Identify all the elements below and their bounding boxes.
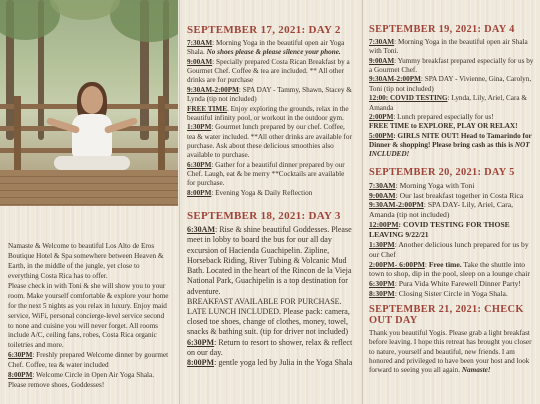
item-text: : COVID TESTING FOR THOSE LEAVING 9/22/21: [369, 220, 510, 239]
wooden-deck: [0, 170, 178, 206]
item-emphasis: Free time.: [428, 259, 462, 269]
item-text: : Our last breakfast together in Costa Rica: [395, 190, 524, 200]
item-time: 8:00PM: [187, 188, 212, 197]
item-time: 8:00PM: [8, 371, 33, 380]
schedule-item: [187, 225, 354, 297]
schedule-item: [369, 240, 536, 260]
day5-schedule: [369, 181, 536, 299]
item-text: : Specially prepared Costa Rican Breakfast by a Gourmet Chef. Coffee & tea are included. ** All other drinks are for purchase: [187, 57, 350, 85]
checkout-text: [369, 329, 536, 376]
day2-day3-column: [181, 0, 360, 404]
schedule-item: [369, 289, 536, 299]
schedule-item: [187, 58, 354, 86]
item-text: : Morning Yoga in the beautiful open air Yoga Shala.: [187, 39, 345, 57]
fold-line: [362, 0, 363, 404]
item-time: 8:00PM: [187, 358, 215, 368]
welcome-item: [8, 351, 170, 371]
item-time: 2:00PM- 6:00PM: [369, 259, 425, 269]
schedule-item: [187, 297, 354, 338]
item-text: : Gather for a beautiful dinner prepared by our Chef. Laugh, eat & be merry **Cocktails are available for purchase.: [187, 160, 345, 188]
item-time: 8:30PM: [369, 289, 395, 299]
item-time: 12:00PM: [369, 220, 399, 230]
checkout-heading: SEPTEMBER 21, 2021: CHECK OUT DAY: [369, 303, 524, 326]
schedule-item: [369, 75, 536, 94]
schedule-item: [369, 220, 536, 240]
item-time: 9:30AM-2:00PM: [187, 85, 239, 94]
item-time: 7:30AM: [369, 38, 395, 46]
item-time: 9:30AM-2:00PM: [369, 75, 421, 84]
item-text: : Pura Vida White Farewell Dinner Party!: [394, 279, 521, 289]
person-head: [81, 86, 103, 114]
day4-checkout-column: [365, 0, 540, 404]
item-text: : Rise & shine beautiful Goddesses. Please meet in lobby to board the bus for our all day excursion of Hacienda Guachipelin. Zipline, Horseback Riding, River Tubing & Volcanic Mud Bath. Located in the heart of the Rincon de la Vieja National Park, Guachipelin is a top destination for adventure.: [187, 225, 352, 296]
item-time: 7:30AM: [369, 180, 396, 190]
item-time: 9:00AM: [369, 190, 396, 200]
railing-post: [14, 96, 21, 172]
schedule-item: [187, 189, 354, 198]
item-time: 6:30PM: [187, 160, 212, 169]
schedule-item: [187, 358, 354, 368]
item-text: : Morning Yoga with Toni: [395, 180, 475, 190]
welcome-intro: Namaste & Welcome to beautiful Los Alto de Eros Boutique Hotel & Spa somewhere between Heaven & Earth, in the middle of the jungle, yet close to everything Costa Rica has to offer.: [8, 242, 164, 280]
item-time: 6:30AM: [187, 225, 215, 235]
item-emphasis: NOT INCLUDED!: [369, 140, 530, 159]
person-body: [72, 114, 112, 158]
item-text: : Yummy breakfast prepared especially for us by a Gourmet Chef.: [369, 56, 534, 75]
schedule-item: [187, 105, 354, 124]
day2-heading: SEPTEMBER 17, 2021: DAY 2: [187, 24, 341, 36]
schedule-item: [369, 38, 536, 57]
checkout-message: Thank you beautiful Yogis. Please grab a light breakfast before leaving. I hope this retreat has brought you closer to nature, yourself and beautiful, new friends. I am honored and privileged to have been your host and look forward to seeing you all again.: [369, 328, 532, 375]
item-text: FREE TIME to EXPLORE, PLAY OR RELAX!: [369, 122, 518, 131]
item-emphasis: No shoes please & please silence your phone.: [206, 48, 341, 57]
schedule-item: [369, 260, 536, 280]
day3-schedule: [187, 225, 354, 368]
schedule-item: [187, 86, 354, 105]
schedule-item: [369, 94, 536, 113]
schedule-item: [369, 113, 536, 122]
item-time: 7:30AM: [187, 39, 213, 47]
item-time: 2:00PM: [369, 112, 394, 121]
railing-post: [158, 96, 165, 172]
item-text: : SPA DAY - Vivienne, Gina, Carolyn, Toni (tip not included): [369, 75, 532, 93]
schedule-item: [187, 338, 354, 358]
item-time: 9:00AM: [369, 56, 395, 65]
foliage: [110, 0, 178, 42]
day4-schedule: [369, 38, 536, 160]
person-legs: [54, 156, 130, 170]
item-time: 6:30PM: [187, 337, 215, 347]
schedule-item: [187, 161, 354, 189]
item-text: : Gourmet lunch prepared by our chef. Coffee, tea & water included. **All other drinks are available for purchase. Ask about these delicious smoothies also available to purchase.: [187, 123, 352, 160]
welcome-column: [0, 0, 178, 404]
day3-heading: SEPTEMBER 18, 2021: DAY 3: [187, 210, 341, 223]
item-text: : Lunch prepared especially for us!: [393, 112, 494, 121]
item-text: : Evening Yoga & Daily Reflection: [211, 188, 313, 197]
item-time: 9:30AM-2:00PM: [369, 200, 424, 210]
schedule-item: [369, 122, 536, 131]
welcome-body: Please check in with Toni & she will show you to your room. Make yourself comfortable & explore your home for the next 5 nights as you relax in luxury. Enjoy maid service, WiFi, personal concierge-level service second to none and cuisine you will never forget. All rooms include A/C, ceiling fans, robes, Costa Rica organic toiletries and more.: [8, 281, 169, 350]
item-text: : Lynda, Lily, Ariel, Cara & Amanda: [369, 94, 527, 112]
item-text: : Freshly prepared Welcome dinner by gourmet Chef. Coffee, tea & water included: [8, 351, 169, 370]
schedule-item: [187, 39, 354, 58]
welcome-item: [8, 371, 170, 391]
item-time: 9:00AM: [187, 57, 213, 66]
item-time: 6:30PM: [8, 351, 33, 360]
item-text: :: [424, 259, 429, 269]
item-text: : SPA DAY- Lily, Ariel, Cara, Amanda (tip not included): [369, 200, 514, 220]
item-time: 1:30PM: [187, 123, 212, 132]
schedule-item: [369, 57, 536, 76]
schedule-item: [369, 200, 536, 220]
item-time: FREE TIME: [187, 104, 228, 113]
item-text: : Closing Sister Circle in Yoga Shala.: [394, 289, 508, 299]
schedule-item: [187, 123, 354, 160]
item-text: : GIRLS NITE OUT! Head to Tamarindo for Dinner & shopping! Please bring cash as this is: [369, 131, 532, 149]
fold-line: [179, 0, 180, 404]
item-text: : Another delicious lunch prepared for us by our Chef: [369, 239, 529, 259]
item-text: . Enjoy exploring the grounds, relax in the beautiful infinity pool, or workout in the outdoor gym.: [187, 104, 349, 122]
schedule-item: [369, 181, 536, 191]
item-text: : Return to resort to shower, relax & reflect on our day.: [187, 337, 353, 357]
item-time: 12:00: COVID TESTING: [369, 94, 448, 103]
checkout-emphasis: Namaste!: [461, 366, 491, 375]
day5-heading: SEPTEMBER 20, 2021: DAY 5: [369, 166, 515, 178]
day2-schedule: [187, 39, 354, 198]
item-text: : Welcome Circle in Open Air Yoga Shala. Please remove shoes, Goddesses!: [8, 371, 155, 390]
item-text: BREAKFAST AVAILABLE FOR PURCHASE. LATE LUNCH INCLUDED. Please pack: camera, closed toe shoes, change of clothes, money, towel, snacks & bathing suit. (tip for driver not included): [187, 296, 350, 337]
schedule-item: [369, 191, 536, 201]
item-text: : gentle yoga led by Julia in the Yoga Shala: [214, 358, 353, 368]
item-time: 6:30PM: [369, 279, 395, 289]
day4-heading: SEPTEMBER 19, 2021: DAY 4: [369, 24, 515, 35]
item-time: 1:30PM: [369, 239, 395, 249]
schedule-item: [369, 132, 536, 160]
item-text: Take the shuttle into town to shop, dip in the pool, sleep on a lounge chair: [369, 259, 530, 279]
schedule-item: [369, 279, 536, 289]
item-text: : SPA DAY - Tammy, Shawn, Stacey & Lynda (tip not included): [187, 85, 352, 104]
item-text: : Morning Yoga in the beautiful open air Shala with Toni.: [369, 38, 528, 56]
yoga-photo: [0, 0, 178, 206]
item-time: 5:00PM: [369, 131, 394, 140]
welcome-text: [0, 206, 178, 391]
